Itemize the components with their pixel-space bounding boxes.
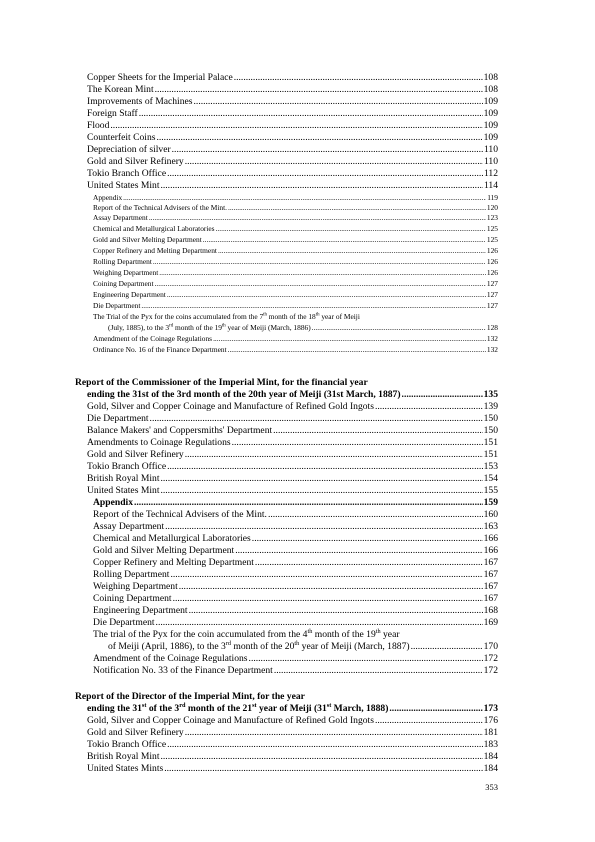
pyx-entry-line1: The Trial of the Pyx for the coins accumulated from the 7th month of the 18th year of Meiji — [93, 312, 360, 321]
toc-subentry: Rolling Department ..... 167 — [93, 570, 498, 580]
section-heading: Report of the Commissioner of the Imperial Mint, for the financial year — [75, 377, 368, 388]
toc-subentry: Amendment of the Coinage Regulations ..... 132 — [93, 335, 498, 342]
section-heading-line2: ending the 31st of the 3rd month of the 20th year of Meiji (31st March, 1887) ..... 135 — [87, 390, 498, 400]
toc-subentry: Coining Department ..... 127 — [93, 280, 498, 287]
toc-subentry: Die Department ..... 127 — [93, 302, 498, 309]
toc-subentry: Report of the Technical Advisers of the Mint. ..... 120 — [93, 204, 498, 211]
toc-entry: Gold and Silver Refinery ..... 151 — [87, 450, 498, 460]
pyx-entry-line1: The trial of the Pyx for the coin accumulated from the 4th month of the 19th year — [93, 627, 400, 640]
toc-subentry: Appendix ..... 119 — [93, 194, 498, 201]
toc-entry: Die Department ..... 150 — [87, 414, 498, 424]
toc-subentry: Weighing Department ..... 126 — [93, 269, 498, 276]
toc-entry: Gold, Silver and Copper Coinage and Manufacture of Refined Gold Ingots ..... 139 — [87, 402, 498, 412]
toc-subentry: Engineering Department ..... 127 — [93, 291, 498, 298]
pyx-entry-line2: (July, 1885), to the 3rd month of the 19th year of Meiji (March, 1886) ..... 128 — [108, 324, 498, 331]
toc-subentry: Weighing Department ..... 167 — [93, 582, 498, 592]
toc-entry: Balance Makers' and Coppersmiths' Department ..... 150 — [87, 426, 498, 436]
toc-subentry: Assay Department ..... 123 — [93, 214, 498, 221]
toc-entry: British Royal Mint ..... 154 — [87, 474, 498, 484]
toc-entry: Improvements of Machines ..... 109 — [87, 97, 498, 107]
page-number: 353 — [485, 782, 498, 792]
toc-subentry: Die Department ..... 169 — [93, 618, 498, 628]
appendix-entry: Appendix ..... 159 — [93, 498, 498, 508]
toc-entry: Tokio Branch Office ..... 112 — [87, 169, 498, 179]
toc-entry: Amendments to Coinage Regulations ..... 151 — [87, 438, 498, 448]
toc-entry: Counterfeit Coins ..... 109 — [87, 133, 498, 143]
toc-subentry: Rolling Department ..... 126 — [93, 258, 498, 265]
toc-subentry: Assay Department ..... 163 — [93, 522, 498, 532]
toc-subentry: Gold and Silver Melting Department ..... 166 — [93, 546, 498, 556]
section-heading-line2: ending the 31st of the 3rd month of the 21st year of Meiji (31st March, 1888) ..... 173 — [87, 704, 498, 714]
toc-entry: Foreign Staff ..... 109 — [87, 109, 498, 119]
toc-entry: Tokio Branch Office ..... 153 — [87, 462, 498, 472]
toc-entry: United States Mint ..... 155 — [87, 486, 498, 496]
toc-subentry: Engineering Department ..... 168 — [93, 606, 498, 616]
toc-subentry: Chemical and Metallurgical Laboratories ..... 166 — [93, 534, 498, 544]
toc-entry: Gold and Silver Refinery ..... 110 — [87, 157, 498, 167]
toc-subentry: Chemical and Metallurgical Laboratories ..... 125 — [93, 225, 498, 232]
toc-subentry: Report of the Technical Advisers of the Mint. ..... 160 — [93, 510, 498, 520]
section-heading: Report of the Director of the Imperial Mint, for the year — [75, 691, 305, 702]
toc-subentry: Amendment of the Coinage Regulations ..... 172 — [93, 654, 498, 664]
toc-entry: The Korean Mint ..... 108 — [87, 85, 498, 95]
toc-entry: United States Mints ..... 184 — [87, 764, 498, 774]
toc-subentry: Notification No. 33 of the Finance Department ..... 172 — [93, 666, 498, 676]
toc-subentry: Gold and Silver Melting Department ..... 125 — [93, 236, 498, 243]
toc-subentry: Copper Refinery and Melting Department ..... 126 — [93, 247, 498, 254]
pyx-entry-line2: of Meiji (April, 1886), to the 3rd month of the 20th year of Meiji (March, 1887) ..... 170 — [108, 642, 498, 652]
toc-entry: Gold and Silver Refinery ..... 181 — [87, 728, 498, 738]
toc-entry: Flood ..... 109 — [87, 121, 498, 131]
toc-entry: Copper Sheets for the Imperial Palace ..... 108 — [87, 73, 498, 83]
toc-entry: Gold, Silver and Copper Coinage and Manufacture of Refined Gold Ingots ..... 176 — [87, 716, 498, 726]
toc-subentry: Ordinance No. 16 of the Finance Department ..... 132 — [93, 346, 498, 353]
toc-subentry: Copper Refinery and Melting Department ..... 167 — [93, 558, 498, 568]
toc-entry: Depreciation of silver ..... 110 — [87, 145, 498, 155]
toc-entry: United States Mint ..... 114 — [87, 181, 498, 191]
toc-entry: Tokio Branch Office ..... 183 — [87, 740, 498, 750]
toc-subentry: Coining Department ..... 167 — [93, 594, 498, 604]
toc-entry: British Royal Mint ..... 184 — [87, 752, 498, 762]
